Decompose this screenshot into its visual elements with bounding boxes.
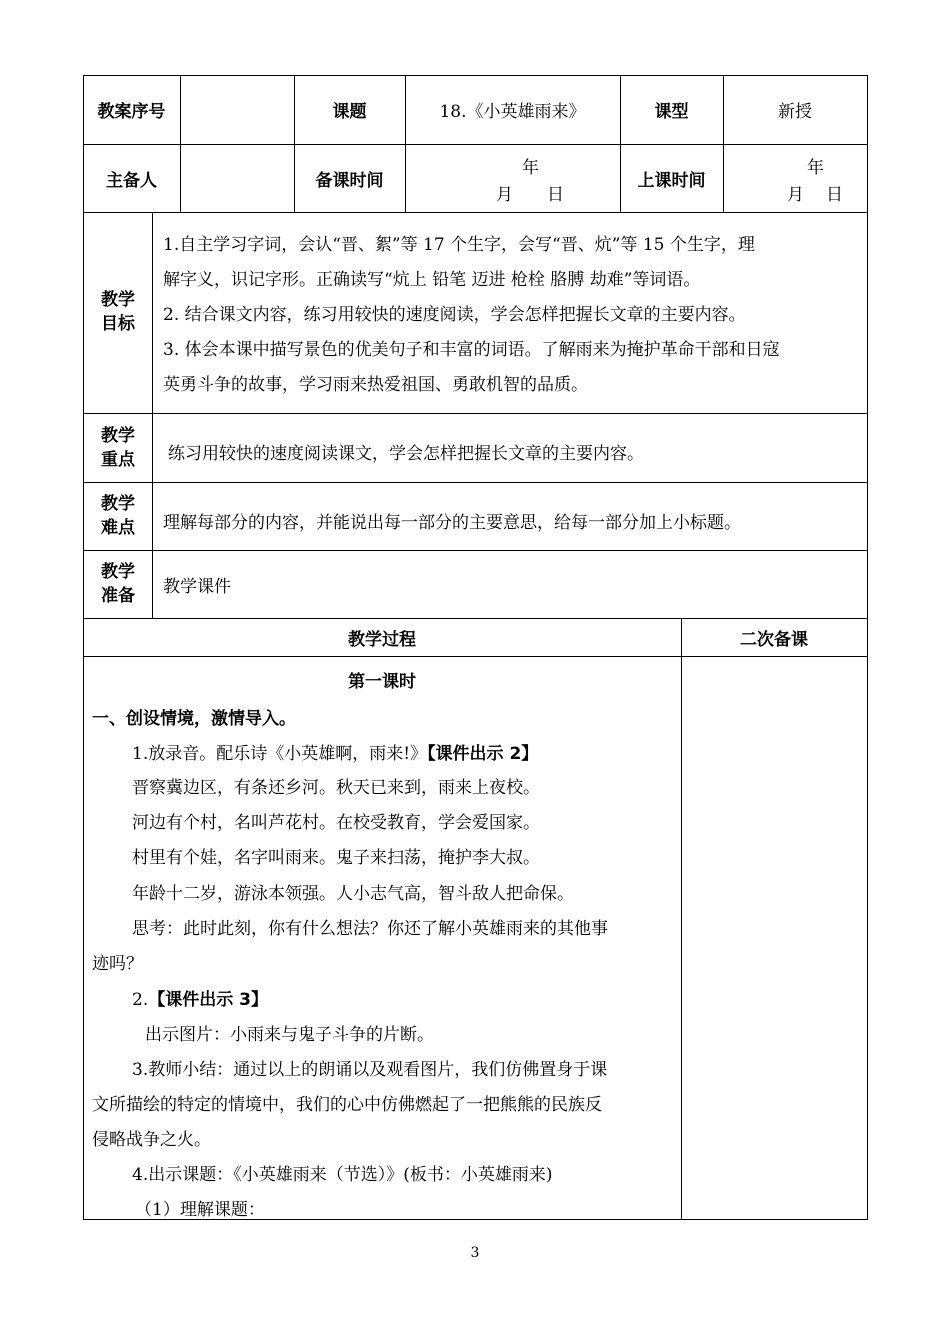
- goals-line: 3. 体会本课中描写景色的优美句子和丰富的词语。了解雨来为掩护革命干部和日寇: [163, 340, 780, 360]
- key-points-label: [83, 424, 153, 472]
- poem-line: 年龄十二岁，游泳本领强。人小志气高，智斗敌人把命保。: [132, 884, 574, 904]
- seq-value: [180, 75, 294, 144]
- item-2: [132, 985, 268, 1010]
- lesson-title: 第一课时: [348, 671, 416, 692]
- goals-line: 1.自主学习字词，会认“晋、絮”等 17 个生字，会写“晋、炕”等 15 个生字，理: [163, 235, 755, 255]
- row-divider: [83, 413, 868, 414]
- preparation-label-line1: 教学: [101, 562, 135, 582]
- prep-day: 日: [547, 185, 564, 205]
- section-heading: 一、创设情境，激情导入。: [92, 709, 296, 729]
- key-points-label-line1: 教学: [101, 426, 135, 446]
- key-points-text: 练习用较快的速度阅读课文，学会怎样把握长文章的主要内容。: [168, 444, 644, 464]
- item-1-text: 1.放录音。配乐诗《小英雄啊，雨来!》: [132, 744, 428, 764]
- process-col-divider: [681, 618, 682, 1220]
- goals-text: [163, 228, 780, 403]
- poem-line: 河边有个村，名叫芦花村。在校受教育，学会爱国家。: [132, 813, 540, 833]
- poem-line: 村里有个娃，名字叫雨来。鬼子来扫荡，掩护李大叔。: [132, 848, 540, 868]
- item-3-line: 3.教师小结：通过以上的朗诵以及观看图片，我们仿佛置身于课: [132, 1060, 608, 1080]
- goals-line: 解字义，识记字形。正确读写“炕上 铅笔 迈进 枪栓 胳膊 劫难”等词语。: [163, 270, 701, 290]
- row-divider: [83, 550, 868, 551]
- key-points-label-line2: 重点: [101, 450, 135, 470]
- goals-label-line1: 教学: [101, 290, 135, 310]
- item-2-num: 2.: [132, 990, 149, 1010]
- row-divider: [83, 212, 868, 213]
- item-1: [132, 739, 538, 764]
- class-day: 日: [826, 185, 843, 205]
- difficulties-label: [83, 492, 153, 540]
- topic-label: 课题: [332, 102, 367, 122]
- difficulties-label-line2: 难点: [101, 518, 135, 538]
- preparation-label: [83, 560, 153, 608]
- process-header: 教学过程: [348, 629, 416, 650]
- label-col-divider: [152, 212, 153, 619]
- prep-year: 年: [522, 158, 539, 178]
- row-divider: [83, 656, 868, 657]
- difficulties-text: 理解每部分的内容，并能说出每一部分的主要意思，给每一部分加上小标题。: [163, 513, 741, 533]
- class-time-label: 上课时间: [637, 170, 706, 191]
- prep-month: 月: [496, 185, 513, 205]
- poem-line: 晋察冀边区，有条还乡河。秋天已来到，雨来上夜校。: [132, 778, 540, 798]
- item-3-line: 侵略战争之火。: [92, 1130, 211, 1150]
- goals-label: [83, 288, 153, 336]
- courseware-tag: 【课件出示 3】: [148, 990, 268, 1010]
- type-label: 课型: [654, 102, 689, 122]
- class-month: 月: [787, 185, 804, 205]
- item-4: 4.出示课题：《小英雄雨来（节选）》(板书：小英雄雨来): [132, 1165, 553, 1185]
- page-number: 3: [470, 1245, 480, 1261]
- prep-time-label: 备课时间: [315, 170, 384, 191]
- topic-value: 18.《小英雄雨来》: [439, 102, 586, 122]
- goals-line: 2. 结合课文内容，练习用较快的速度阅读，学会怎样把握长文章的主要内容。: [163, 305, 746, 325]
- preparer-label: 主备人: [106, 170, 157, 191]
- item-2-text: 出示图片：小雨来与鬼子斗争的片断。: [145, 1025, 434, 1045]
- preparation-label-line2: 准备: [101, 586, 135, 606]
- table-border-right: [867, 75, 868, 1220]
- think-question-cont: 迹吗？: [92, 954, 143, 974]
- row-divider: [83, 482, 868, 483]
- second-prep-header: 二次备课: [740, 629, 808, 650]
- item-3-line: 文所描绘的特定的情境中，我们的心中仿佛燃起了一把熊熊的民族反: [92, 1095, 602, 1115]
- difficulties-label-line1: 教学: [101, 494, 135, 514]
- preparation-text: 教学课件: [163, 577, 231, 597]
- seq-label: 教案序号: [97, 102, 166, 122]
- goals-label-line2: 目标: [101, 314, 135, 334]
- courseware-tag: 【课件出示 2】: [427, 744, 539, 764]
- class-year: 年: [807, 158, 824, 178]
- goals-line: 英勇斗争的故事，学习雨来热爱祖国、勇敢机智的品质。: [163, 375, 588, 395]
- think-question: 思考：此时此刻，你有什么想法？你还了解小英雄雨来的其他事: [132, 919, 608, 939]
- type-value: 新授: [778, 102, 812, 122]
- item-4-sub: （1）理解课题：: [135, 1200, 265, 1220]
- preparer-value: [180, 144, 294, 212]
